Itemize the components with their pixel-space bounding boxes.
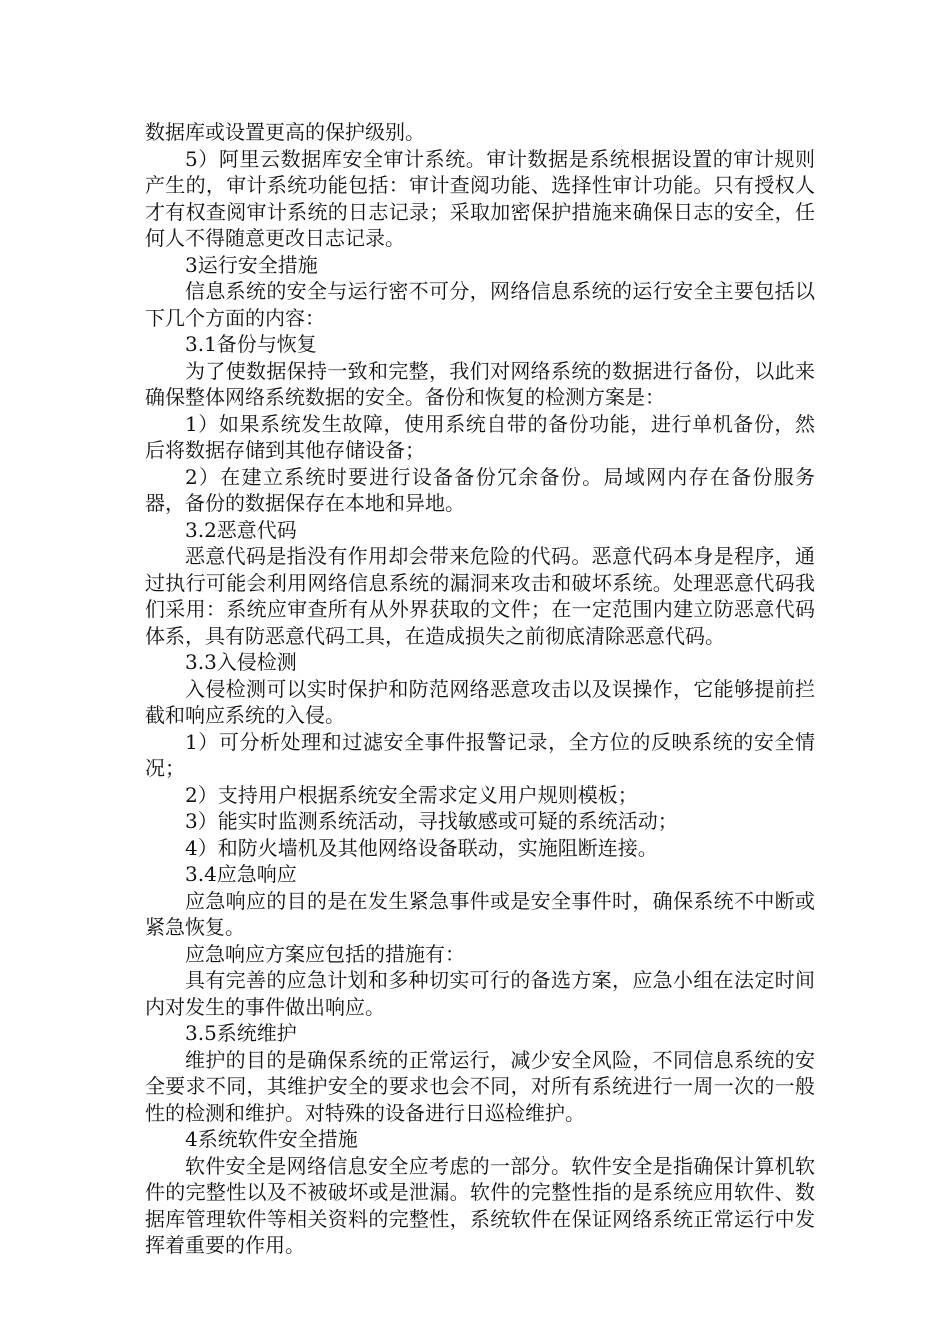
paragraph: 为了使数据保持一致和完整，我们对网络系统的数据进行备份，以此来确保整体网络系统数据的安全。备份和恢复的检测方案是： (145, 358, 815, 409)
list-item: 1）可分析处理和过滤安全事件报警记录，全方位的反映系统的安全情况； (145, 729, 815, 780)
paragraph: 信息系统的安全与运行密不可分，网络信息系统的运行安全主要包括以下几个方面的内容： (145, 279, 815, 330)
paragraph: 应急响应方案应包括的措施有： (185, 941, 465, 966)
paragraph: 数据库或设置更高的保护级别。 (145, 120, 425, 144)
paragraph: 具有完善的应急计划和多种切实可行的备选方案，应急小组在法定时间内对发生的事件做出响应。 (145, 968, 815, 1019)
section-heading: 4系统软件安全措施 (185, 1127, 358, 1151)
list-item: 4）和防火墙机及其他网络设备联动，实施阻断连接。 (185, 835, 658, 860)
list-item: 3）能实时监测系统活动，寻找敏感或可疑的系统活动； (185, 809, 678, 833)
subsection-heading: 3.2恶意代码 (185, 517, 297, 542)
list-item: 2）支持用户根据系统安全需求定义用户规则模板； (185, 782, 638, 807)
paragraph: 软件安全是网络信息安全应考虑的一部分。软件安全是指确保计算机软件的完整性以及不被破坏或是泄漏。软件的完整性指的是系统应用软件、数据库管理软件等相关资料的完整性，系统软件在保证网络系统正常运行中发挥着重要的作用。 (145, 1153, 815, 1257)
list-item: 2）在建立系统时要进行设备备份冗余备份。局域网内存在备份服务器，备份的数据保存在本地和异地。 (145, 464, 815, 515)
paragraph: 维护的目的是确保系统的正常运行，减少安全风险，不同信息系统的安全要求不同，其维护安全的要求也会不同，对所有系统进行一周一次的一般性的检测和维护。对特殊的设备进行日巡检维护。 (145, 1047, 815, 1125)
paragraph: 恶意代码是指没有作用却会带来危险的代码。恶意代码本身是程序，通过执行可能会利用网络信息系统的漏洞来攻击和破坏系统。处理恶意代码我们采用：系统应审查所有从外界获取的文件；在一定范围内建立防恶意代码体系，具有防恶意代码工具，在造成损失之前彻底清除恶意代码。 (145, 544, 815, 648)
subsection-heading: 3.5系统维护 (185, 1021, 297, 1045)
subsection-heading: 3.3入侵检测 (185, 650, 297, 674)
list-item: 1）如果系统发生故障，使用系统自带的备份功能，进行单机备份，然后将数据存储到其他存储设备； (145, 411, 815, 462)
subsection-heading: 3.4应急响应 (185, 862, 297, 886)
paragraph: 应急响应的目的是在发生紧急事件或是安全事件时，确保系统不中断或紧急恢复。 (145, 888, 815, 939)
document-page (145, 119, 815, 1259)
paragraph: 入侵检测可以实时保护和防范网络恶意攻击以及误操作，它能够提前拦截和响应系统的入侵。 (145, 676, 815, 727)
section-heading: 3运行安全措施 (185, 252, 318, 277)
list-item-audit-system: 5）阿里云数据库安全审计系统。审计数据是系统根据设置的审计规则产生的，审计系统功能包括：审计查阅功能、选择性审计功能。只有授权人才有权查阅审计系统的日志记录；采取加密保护措施来确保日志的安全，任何人不得随意更改日志记录。 (145, 146, 815, 250)
subsection-heading: 3.1备份与恢复 (185, 332, 317, 356)
